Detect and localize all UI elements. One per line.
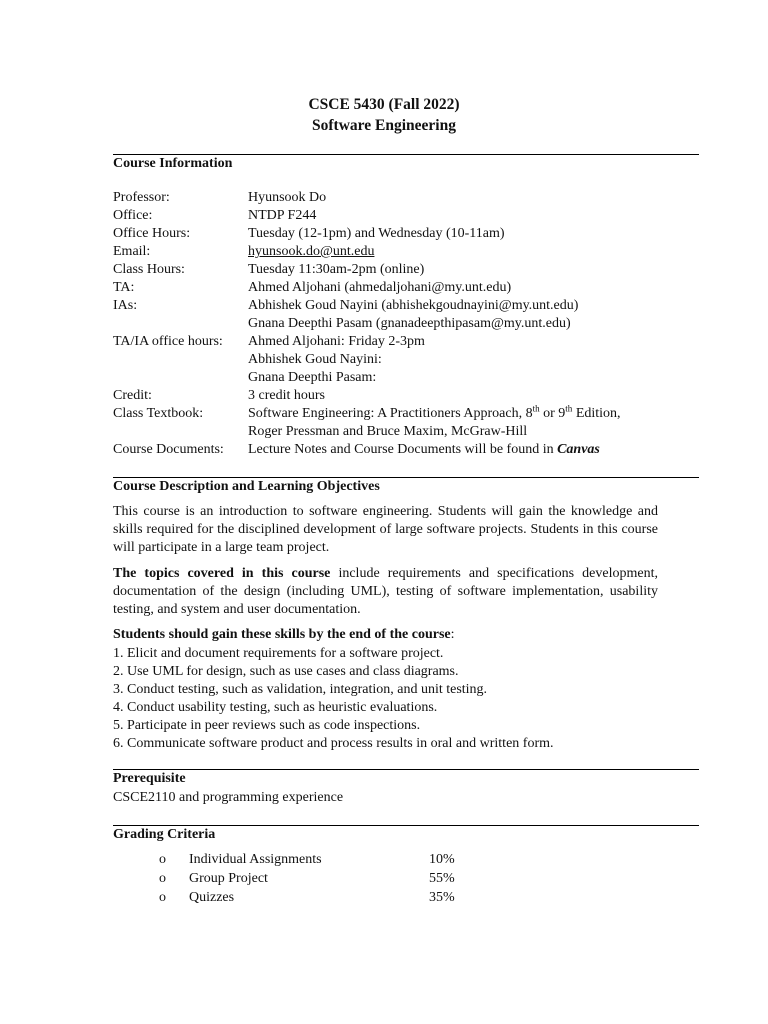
grading-item-percent: 35% xyxy=(429,890,455,905)
topics-lead: The topics covered in this course xyxy=(113,566,331,581)
objective-item: 5. Participate in peer reviews such as code inspections. xyxy=(113,718,421,733)
office-row xyxy=(113,208,713,226)
description-paragraph-1: This course is an introduction to software engineering. Students will gain the knowledge and skills required for the disciplined development of large software projects. Students in this course will participate in a large team project. xyxy=(113,504,658,555)
bullet-icon: o xyxy=(159,852,166,867)
grading-item-name: Quizzes xyxy=(189,890,235,905)
ta-label: TA: xyxy=(113,280,135,295)
ta-ia-office-hours-value-2: Abhishek Goud Nayini: xyxy=(248,352,382,367)
ta-ia-office-hours-row-3 xyxy=(113,370,713,388)
office-hours-row xyxy=(113,226,713,244)
textbook-authors: Roger Pressman and Bruce Maxim, McGraw-Hill xyxy=(248,424,528,439)
course-documents-label: Course Documents: xyxy=(113,442,224,457)
ta-ia-office-hours-row xyxy=(113,334,713,352)
office-label: Office: xyxy=(113,208,153,223)
office-hours-label: Office Hours: xyxy=(113,226,191,241)
class-hours-row xyxy=(113,262,713,280)
textbook-value: Software Engineering: A Practitioners Approach, 8th or 9th Edition, xyxy=(248,403,621,421)
course-documents-row xyxy=(113,442,713,460)
ta-row xyxy=(113,280,713,298)
grading-heading: Grading Criteria xyxy=(113,825,699,843)
ias-label: IAs: xyxy=(113,298,138,313)
credit-label: Credit: xyxy=(113,388,152,403)
textbook-row-2 xyxy=(113,424,713,442)
ta-ia-office-hours-value-3: Gnana Deepthi Pasam: xyxy=(248,370,377,385)
textbook-label: Class Textbook: xyxy=(113,406,204,421)
professor-label: Professor: xyxy=(113,190,170,205)
grading-item-name: Individual Assignments xyxy=(189,852,322,867)
course-title: CSCE 5430 (Fall 2022) xyxy=(308,96,460,113)
email-label: Email: xyxy=(113,244,151,259)
canvas-word: Canvas xyxy=(557,442,600,457)
objective-item: 1. Elicit and document requirements for a software project. xyxy=(113,646,444,661)
office-hours-value: Tuesday (12-1pm) and Wednesday (10-11am) xyxy=(248,226,505,241)
grading-item-percent: 10% xyxy=(429,852,455,867)
prerequisite-text: CSCE2110 and programming experience xyxy=(113,790,344,805)
office-value: NTDP F244 xyxy=(248,208,317,223)
objective-item: 3. Conduct testing, such as validation, integration, and unit testing. xyxy=(113,682,488,697)
email-row xyxy=(113,244,713,262)
objectives-list xyxy=(113,645,673,753)
description-heading: Course Description and Learning Objectives xyxy=(113,477,699,495)
bullet-icon: o xyxy=(159,890,166,905)
bullet-icon: o xyxy=(159,871,166,886)
email-link[interactable]: hyunsook.do@unt.edu xyxy=(248,244,375,259)
grading-item-name: Group Project xyxy=(189,871,268,886)
professor-row xyxy=(113,190,713,208)
objective-item: 2. Use UML for design, such as use cases and class diagrams. xyxy=(113,664,459,679)
credit-row xyxy=(113,388,713,406)
grading-item xyxy=(113,890,513,910)
description-paragraph-2: The topics covered in this course include requirements and specifications development, documentation of the design (including UML), testing of software implementation, usability testing, and system and user documentation. xyxy=(113,566,658,617)
grading-item-percent: 55% xyxy=(429,871,455,886)
ias-row-2 xyxy=(113,316,713,334)
course-subtitle: Software Engineering xyxy=(312,117,456,134)
ta-value: Ahmed Aljohani (ahmedaljohani@my.unt.edu) xyxy=(248,280,512,295)
skills-lead: Students should gain these skills by the end of the course: xyxy=(113,627,455,642)
ias-row xyxy=(113,298,713,316)
ta-ia-office-hours-value-1: Ahmed Aljohani: Friday 2-3pm xyxy=(248,334,425,349)
class-hours-value: Tuesday 11:30am-2pm (online) xyxy=(248,262,425,277)
ias-value-2: Gnana Deepthi Pasam (gnanadeepthipasam@my.unt.edu) xyxy=(248,316,571,331)
textbook-row xyxy=(113,403,713,424)
course-info-heading: Course Information xyxy=(113,154,699,172)
objective-item: 4. Conduct usability testing, such as heuristic evaluations. xyxy=(113,700,438,715)
course-documents-value: Lecture Notes and Course Documents will be found in Canvas xyxy=(248,442,600,457)
objective-item: 6. Communicate software product and process results in oral and written form. xyxy=(113,736,554,751)
prerequisite-heading: Prerequisite xyxy=(113,769,699,787)
grading-item xyxy=(113,871,513,891)
ta-ia-office-hours-label: TA/IA office hours: xyxy=(113,334,223,349)
professor-value: Hyunsook Do xyxy=(248,190,327,205)
credit-value: 3 credit hours xyxy=(248,388,325,403)
grading-item xyxy=(113,852,513,872)
ias-value-1: Abhishek Goud Nayini (abhishekgoudnayini@my.unt.edu) xyxy=(248,298,579,313)
class-hours-label: Class Hours: xyxy=(113,262,185,277)
ta-ia-office-hours-row-2 xyxy=(113,352,713,370)
